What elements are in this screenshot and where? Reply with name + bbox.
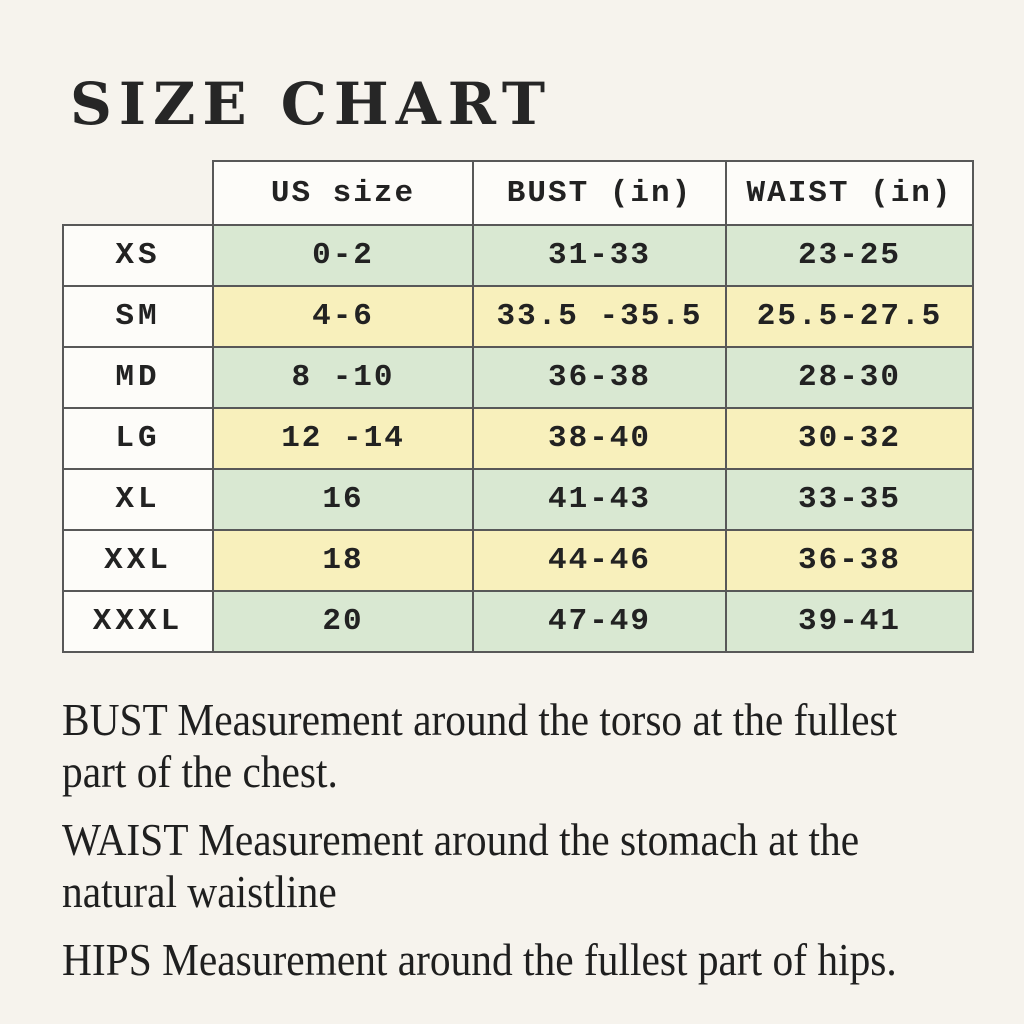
row-label: SM (63, 286, 213, 347)
cell-us-size: 0-2 (213, 225, 473, 286)
note-line: HIPS Measurement around the fullest part of hips. (62, 933, 897, 985)
cell-us-size: 18 (213, 530, 473, 591)
size-chart-table (62, 160, 974, 653)
measurement-notes (62, 694, 1022, 1001)
row-label: XXXL (63, 591, 213, 652)
cell-waist: 33-35 (726, 469, 973, 530)
table-row-xxxl (63, 591, 973, 652)
cell-us-size: 4-6 (213, 286, 473, 347)
corner-empty-cell (63, 161, 213, 225)
cell-waist: 25.5-27.5 (726, 286, 973, 347)
note-line: part of the chest. (62, 746, 338, 798)
cell-us-size: 20 (213, 591, 473, 652)
cell-bust: 33.5 -35.5 (473, 286, 726, 347)
cell-waist: 39-41 (726, 591, 973, 652)
column-header-waist: WAIST (in) (726, 161, 973, 225)
cell-waist: 28-30 (726, 347, 973, 408)
table-row-lg (63, 408, 973, 469)
row-label: LG (63, 408, 213, 469)
note-waist (62, 814, 926, 919)
cell-bust: 41-43 (473, 469, 726, 530)
row-label: XS (63, 225, 213, 286)
table-row-xs (63, 225, 973, 286)
cell-bust: 44-46 (473, 530, 726, 591)
note-line: natural waistline (62, 866, 337, 918)
row-label: XXL (63, 530, 213, 591)
cell-us-size: 16 (213, 469, 473, 530)
cell-waist: 23-25 (726, 225, 973, 286)
table-row-md (63, 347, 973, 408)
page-title: SIZE CHART (70, 70, 553, 138)
row-label: XL (63, 469, 213, 530)
note-hips (62, 934, 926, 986)
note-bust (62, 694, 926, 799)
cell-bust: 31-33 (473, 225, 726, 286)
row-label: MD (63, 347, 213, 408)
column-header-bust: BUST (in) (473, 161, 726, 225)
cell-bust: 47-49 (473, 591, 726, 652)
cell-waist: 36-38 (726, 530, 973, 591)
table-row-sm (63, 286, 973, 347)
cell-us-size: 8 -10 (213, 347, 473, 408)
header-row (63, 161, 973, 225)
cell-bust: 36-38 (473, 347, 726, 408)
cell-waist: 30-32 (726, 408, 973, 469)
table-row-xl (63, 469, 973, 530)
note-line: BUST Measurement around the torso at the fullest (62, 694, 898, 745)
column-header-us-size: US size (213, 161, 473, 225)
cell-us-size: 12 -14 (213, 408, 473, 469)
note-line: WAIST Measurement around the stomach at the (62, 813, 860, 865)
cell-bust: 38-40 (473, 408, 726, 469)
table-row-xxl (63, 530, 973, 591)
